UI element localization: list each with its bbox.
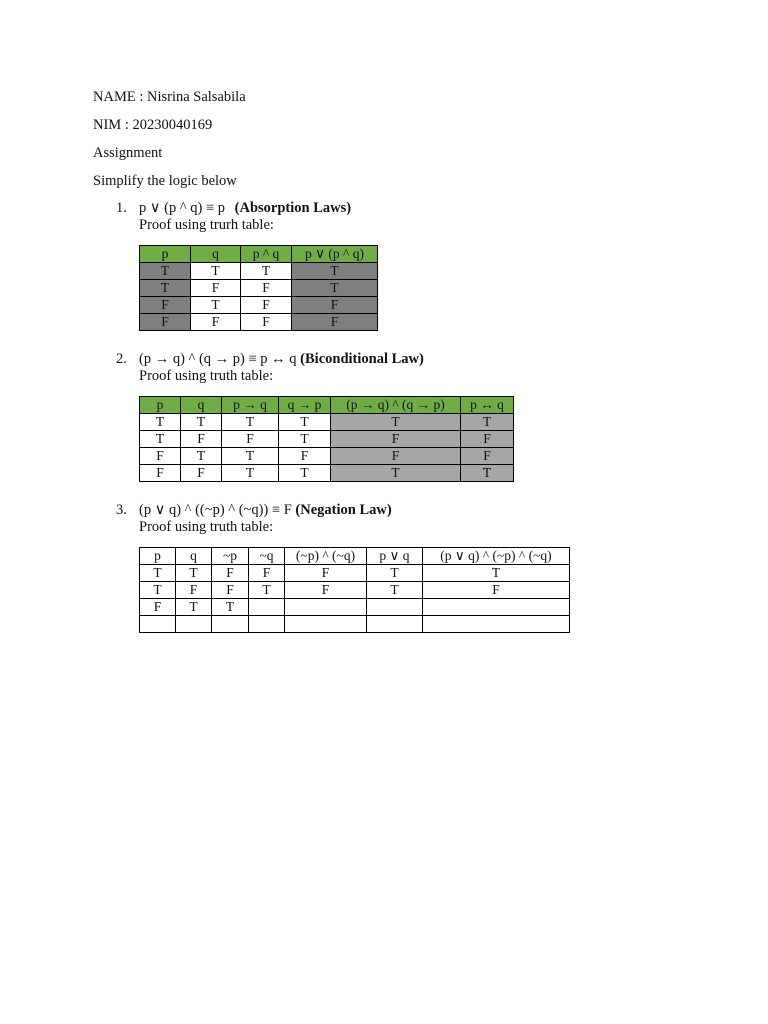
table-cell: T: [461, 414, 514, 431]
column-header: p ∨ (p ^ q): [292, 246, 378, 263]
problem-2-law: (Biconditional Law): [300, 351, 424, 367]
table-cell: T: [140, 431, 181, 448]
table-cell: T: [140, 565, 176, 582]
table-cell: [176, 616, 212, 633]
table-cell: T: [279, 414, 331, 431]
table-cell: T: [140, 414, 181, 431]
table-row: [140, 414, 514, 431]
table-cell: T: [279, 431, 331, 448]
table-cell: [423, 599, 570, 616]
table-cell: T: [176, 599, 212, 616]
nim-line: NIM : 20230040169: [93, 117, 213, 133]
column-header: (p → q) ^ (q → p): [331, 397, 461, 414]
table-cell: F: [140, 448, 181, 465]
problem-1-proof-label: Proof using trurh table:: [139, 217, 274, 233]
table-cell: T: [176, 565, 212, 582]
table-cell: F: [176, 582, 212, 599]
column-header: q: [176, 548, 212, 565]
table-cell: T: [140, 263, 191, 280]
table-cell: F: [423, 582, 570, 599]
table-cell: T: [181, 414, 222, 431]
table-cell: T: [292, 280, 378, 297]
table-cell: F: [222, 431, 279, 448]
table-cell: F: [249, 565, 285, 582]
table-cell: F: [292, 314, 378, 331]
table-cell: T: [423, 565, 570, 582]
table-cell: F: [140, 599, 176, 616]
table-cell: [249, 599, 285, 616]
column-header: p → q: [222, 397, 279, 414]
table-cell: [367, 599, 423, 616]
table-cell: [285, 599, 367, 616]
table-row: [140, 582, 570, 599]
table-cell: T: [212, 599, 249, 616]
column-header: p: [140, 548, 176, 565]
column-header: (p ∨ q) ^ (~p) ^ (~q): [423, 548, 570, 565]
problem-2-expression: (p → q) ^ (q → p) ≡ p ↔ q: [139, 351, 301, 367]
table-cell: T: [140, 280, 191, 297]
column-header: q: [181, 397, 222, 414]
table-cell: T: [222, 465, 279, 482]
table-cell: F: [285, 582, 367, 599]
table-cell: T: [191, 297, 241, 314]
table-row: [140, 280, 378, 297]
table-row: [140, 297, 378, 314]
problem-3-expression: (p ∨ q) ^ ((~p) ^ (~q)) ≡ F: [139, 502, 296, 518]
table-cell: F: [181, 431, 222, 448]
table-cell: [249, 616, 285, 633]
problem-1-expression: p ∨ (p ^ q) ≡ p: [139, 200, 229, 216]
table-cell: T: [292, 263, 378, 280]
table-cell: F: [140, 465, 181, 482]
table-header-row: [140, 548, 570, 565]
table-cell: [212, 616, 249, 633]
column-header: p: [140, 246, 191, 263]
table-cell: F: [212, 565, 249, 582]
table-cell: T: [191, 263, 241, 280]
table-row: [140, 565, 570, 582]
table-cell: T: [279, 465, 331, 482]
problem-1-title: [116, 200, 351, 217]
table-cell: F: [241, 314, 292, 331]
table-cell: T: [249, 582, 285, 599]
table-cell: F: [331, 448, 461, 465]
table-cell: F: [461, 431, 514, 448]
table-cell: T: [222, 414, 279, 431]
column-header: p ∨ q: [367, 548, 423, 565]
column-header: q: [191, 246, 241, 263]
table-cell: T: [181, 448, 222, 465]
truth-table-absorption: [139, 245, 378, 331]
table-cell: F: [191, 280, 241, 297]
table-header-row: [140, 397, 514, 414]
table-cell: F: [191, 314, 241, 331]
table-cell: T: [140, 582, 176, 599]
table-cell: F: [181, 465, 222, 482]
table-cell: T: [331, 465, 461, 482]
problem-3-law: (Negation Law): [295, 502, 392, 518]
problem-2-proof-label: Proof using truth table:: [139, 368, 274, 384]
table-cell: F: [140, 297, 191, 314]
table-cell: F: [331, 431, 461, 448]
table-row: [140, 616, 570, 633]
column-header: ~q: [249, 548, 285, 565]
column-header: (~p) ^ (~q): [285, 548, 367, 565]
problem-3-proof-label: Proof using truth table:: [139, 519, 274, 535]
table-row: [140, 448, 514, 465]
problem-2-title: [116, 351, 424, 368]
problem-2-number: 2.: [116, 351, 127, 367]
assignment-heading: Assignment: [93, 145, 163, 161]
table-row: [140, 599, 570, 616]
table-cell: F: [140, 314, 191, 331]
table-cell: F: [279, 448, 331, 465]
table-cell: T: [367, 582, 423, 599]
table-cell: F: [212, 582, 249, 599]
truth-table-biconditional: [139, 396, 514, 482]
table-row: [140, 431, 514, 448]
table-row: [140, 465, 514, 482]
table-cell: [140, 616, 176, 633]
instruction-line: Simplify the logic below: [93, 173, 237, 189]
table-cell: T: [367, 565, 423, 582]
problem-1-law: (Absorption Laws): [234, 200, 352, 216]
problem-3-number: 3.: [116, 502, 127, 518]
table-cell: F: [461, 448, 514, 465]
table-cell: [423, 616, 570, 633]
table-cell: T: [222, 448, 279, 465]
truth-table-negation: [139, 547, 570, 633]
table-cell: [285, 616, 367, 633]
table-row: [140, 263, 378, 280]
table-cell: F: [241, 297, 292, 314]
column-header: p: [140, 397, 181, 414]
table-cell: [367, 616, 423, 633]
column-header: p ^ q: [241, 246, 292, 263]
table-row: [140, 314, 378, 331]
name-line: NAME : Nisrina Salsabila: [93, 89, 246, 105]
table-header-row: [140, 246, 378, 263]
problem-3-title: [116, 502, 392, 519]
table-cell: T: [241, 263, 292, 280]
table-cell: F: [292, 297, 378, 314]
column-header: ~p: [212, 548, 249, 565]
table-cell: T: [461, 465, 514, 482]
problem-1-number: 1.: [116, 200, 127, 216]
table-cell: F: [241, 280, 292, 297]
table-cell: T: [331, 414, 461, 431]
table-cell: F: [285, 565, 367, 582]
column-header: p ↔ q: [461, 397, 514, 414]
column-header: q → p: [279, 397, 331, 414]
